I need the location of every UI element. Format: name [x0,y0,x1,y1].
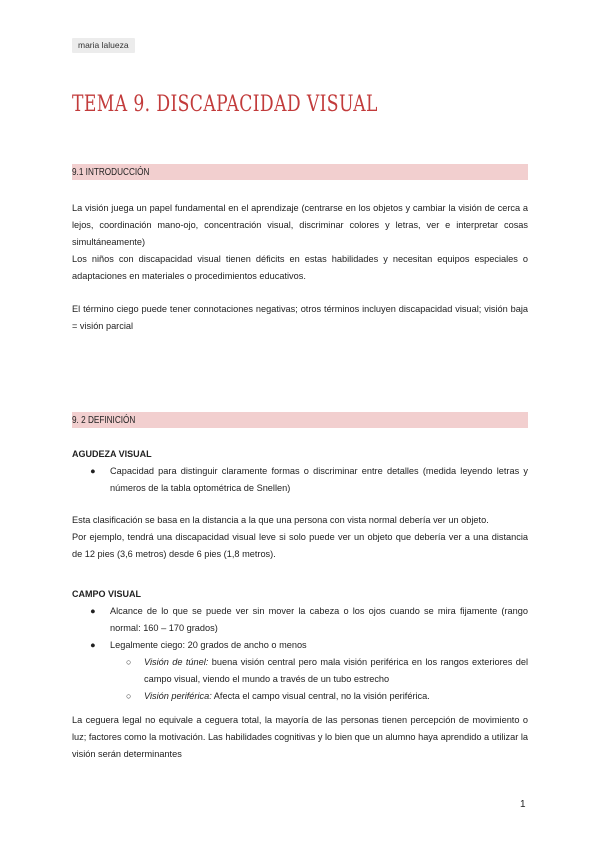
campo-block [72,586,528,705]
intro-paragraph-3: El término ciego puede tener connotaciones negativas; otros términos incluyen discapacidad visual; visión baja = visión parcial [72,304,528,331]
campo-heading: CAMPO VISUAL [72,589,142,599]
campo-bullet-2: Legalmente ciego: 20 grados de ancho o menos [110,640,307,650]
intro-paragraph-2: Los niños con discapacidad visual tienen déficits en estas habilidades y necesitan equipos especiales o adaptaciones en materiales o procedimientos educativos. [72,254,528,281]
closing-paragraph: La ceguera legal no equivale a ceguera total, la mayoría de las personas tienen percepción de movimiento o luz; factores como la motivación. Las habilidades cognitivas y lo bien que un alumno haya aprendido a utilizar la visión serán determinantes [72,715,528,759]
bullet-icon: ● [90,640,96,650]
section-heading-intro [72,164,528,180]
page-number: 1 [520,799,526,810]
sub-bullet-2-text: Afecta el campo visual central, no la visión periférica. [211,691,430,701]
closing-block [72,712,528,763]
intro-note [72,301,528,335]
agudeza-paragraph-2: Por ejemplo, tendrá una discapacidad visual leve si solo puede ver un objeto que debería ver a una distancia de 12 pies (3,6 metros) desde 6 pies (1,8 metros). [72,532,528,559]
intro-paragraph-1: La visión juega un papel fundamental en el aprendizaje (centrarse en los objetos y cambiar la visión de cerca a lejos, coordinación mano-ojo, concentración visual, discriminar colores y letras, ver e interpretar cosas simultáneamente) [72,203,528,247]
agudeza-heading: AGUDEZA VISUAL [72,449,152,459]
circle-bullet-icon: ○ [126,691,132,701]
sub-bullet-1-term: Visión de túnel: [144,657,209,667]
list-item [72,654,528,688]
bullet-icon: ● [90,606,96,616]
agudeza-explanation [72,512,528,563]
sub-bullet-2 [144,688,528,705]
bullet-icon: ● [90,466,96,476]
agudeza-bullet-text: Capacidad para distinguir claramente formas o discriminar entre detalles (medida leyendo letras y números de la tabla optométrica de Snellen) [110,466,528,493]
agudeza-block [72,446,528,497]
section-heading-definicion [72,412,528,428]
page-title: TEMA 9. DISCAPACIDAD VISUAL [72,92,378,117]
section-heading-definicion-label: 9. 2 DEFINICIÓN [72,415,136,426]
section-heading-intro-label: 9.1 INTRODUCCIÓN [72,167,150,178]
list-item [72,637,528,654]
agudeza-paragraph-1: Esta clasificación se basa en la distancia a la que una persona con vista normal debería ver un objeto. [72,515,489,525]
campo-bullet-1: Alcance de lo que se puede ver sin mover la cabeza o los ojos cuando se mira fijamente (rango normal: 160 – 170 grados) [110,606,528,633]
list-item [72,603,528,637]
sub-bullet-1 [144,654,528,688]
list-item [72,463,528,497]
circle-bullet-icon: ○ [126,657,132,667]
author-tag: maria lalueza [72,38,135,53]
sub-bullet-2-term: Visión periférica: [144,691,212,701]
intro-body [72,200,528,285]
sub-bullet-1-text: buena visión central pero mala visión periférica en los rangos exteriores del campo visual, viendo el mundo a través de un tubo estrecho [144,657,528,684]
list-item [72,688,528,705]
